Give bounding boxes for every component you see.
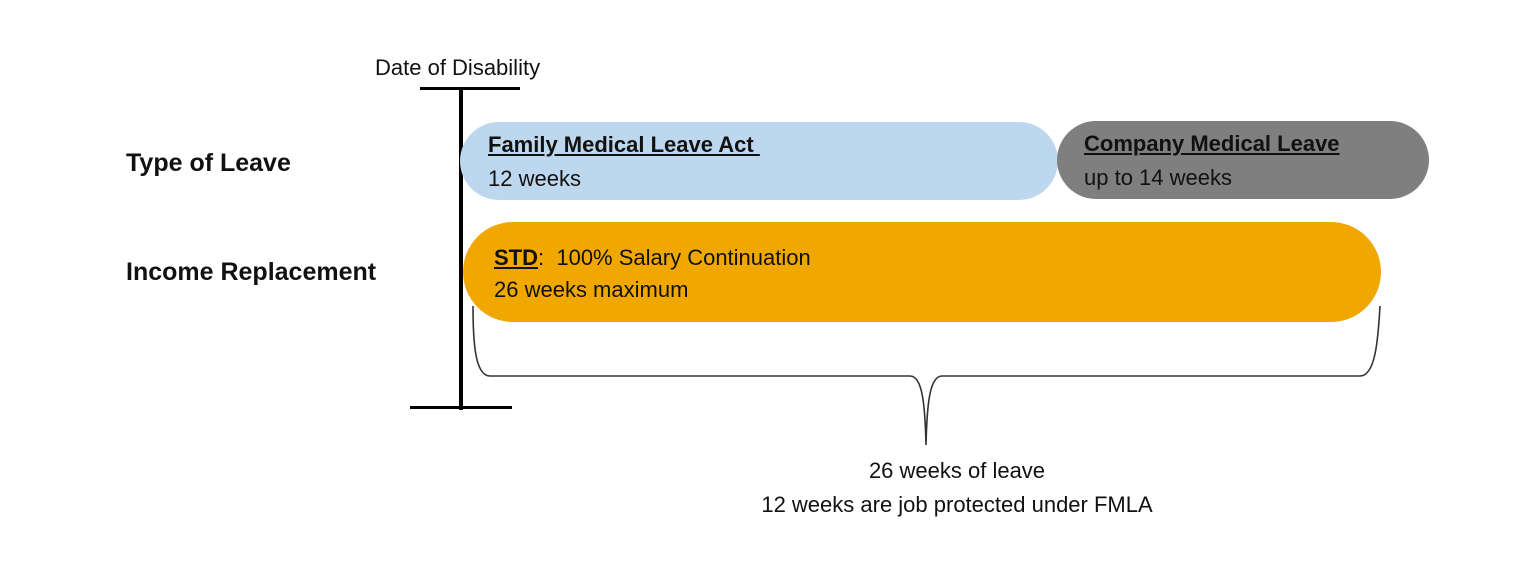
date-of-disability-label: Date of Disability [375,55,541,80]
std-separator: : [538,245,557,270]
fmla-title: Family Medical Leave Act [488,132,760,157]
std-duration: 26 weeks maximum [494,277,689,302]
std-title: STD [494,245,538,270]
timeline-top-cap [420,87,520,90]
row-label-income-replacement: Income Replacement [126,258,377,286]
row-label-type-of-leave: Type of Leave [126,149,291,177]
fmla-duration: 12 weeks [488,166,581,191]
std-description: 100% Salary Continuation [556,245,811,270]
timeline-vertical-line [459,88,463,410]
fmla-leave-pill [460,122,1058,200]
span-brace [470,302,1390,452]
company-leave-duration: up to 14 weeks [1084,165,1232,190]
summary-total-leave: 26 weeks of leave [868,458,1046,483]
company-leave-title: Company Medical Leave [1084,131,1340,156]
company-medical-leave-pill [1057,121,1429,199]
summary-job-protected: 12 weeks are job protected under FMLA [761,492,1153,517]
